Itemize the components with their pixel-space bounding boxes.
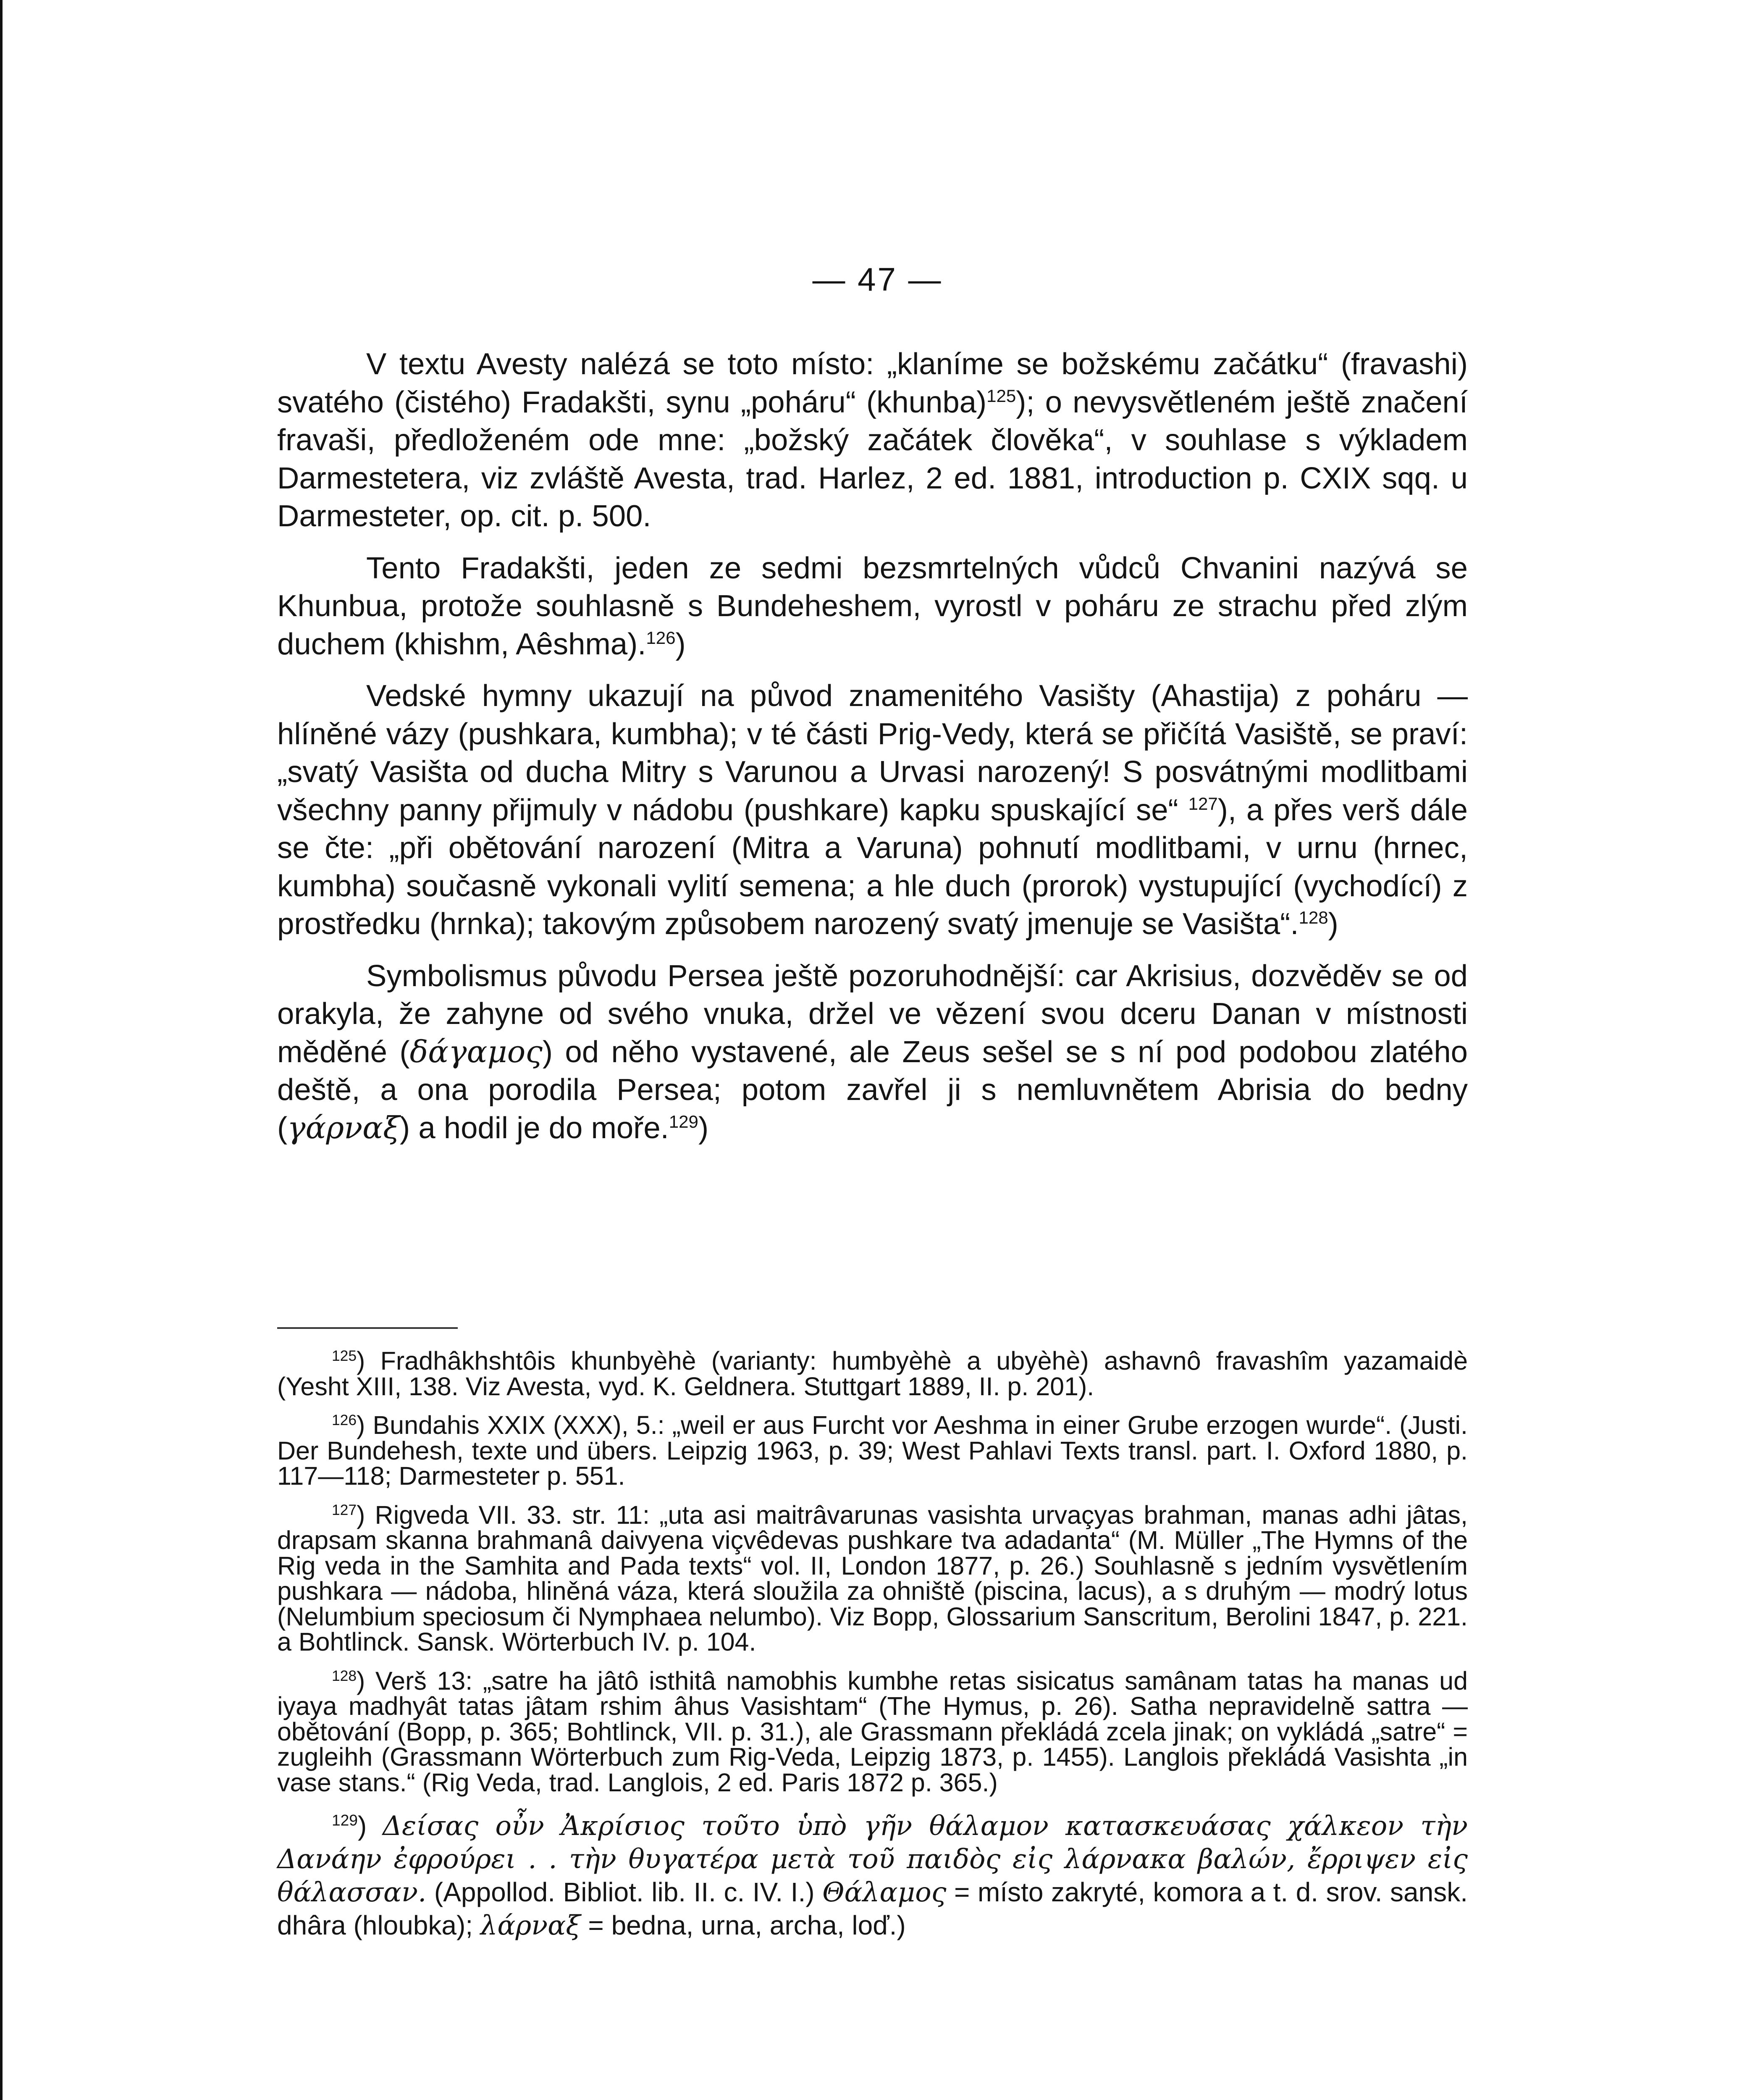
- footnote-ref-127[interactable]: 127: [1188, 793, 1218, 814]
- paragraph-3-text-mid: , a přes verš dále se čte: „při obětování narození (Mitra a Varuna) pohnutí modlitbami, v urnu (hrnec, kumbha) současně vykonali vylití semena; a hle duch (prorok) vystupující (vychodící) z prostředku (hrnka); takovým způsobem narozený svatý jmenuje se Vasišta“.: [277, 793, 1468, 941]
- footnote-number: 125: [332, 1347, 357, 1364]
- page-number: — 47 —: [812, 261, 943, 298]
- footnote-127: $^{127}$) Rigveda VII. 33. str. 11: „uta asi maitrâvarunas vasishta urvaçyas brahman, manas adhi jâtas, drapsam skanna brahmanâ daivyena viçvêdevas pushkare tva adadanta“ (M. Müller „The Hymns of the Rig veda in the Samhita and Pada texts“ vol. II, London 1877, p. 26.) Souhlasně s jedním vysvětlením pushkara — nádoba, hliněná váza, která sloužila za ohniště (piscina, lacus), a s druhým — modrý lotus (Nelumbium speciosum či Nymphaea nelumbo). Viz Bopp, Glossarium Sanscritum, Berolini 1847, p. 221. a Bohtlinck. Sansk. Wörterbuch IV. p. 104.: [277, 1500, 1468, 1656]
- footnote-129: $^{129}$) Δείσας οὖν Ἀκρίσιος τοῦτο ὑπὸ γῆν θάλαμον κατασκευάσας χάλκεον τὴν Δανάην ἐφρούρει . . τὴν θυγατέρα μετὰ τοῦ παιδὸς εἰς λάρνακα βαλών, ἔρριψεν εἰς θάλασσαν. (Appollod. Bibliot. lib. II. c. IV. I.) Θάλαμος = místo zakryté, komora a t. d. srov. sansk. dhâra (hloubka); λάρναξ = bedna, urna, archa, loď.): [277, 1811, 1468, 1941]
- paragraph-4-text-c: ) a hodil je do moře.: [400, 1110, 669, 1145]
- greek-word-garnax: γάρναξ: [287, 1110, 400, 1146]
- footnote-number: 128: [332, 1667, 357, 1684]
- greek-word-thalamos: Θάλαμος: [822, 1877, 947, 1908]
- paragraph-2: Tento Fradakšti, jeden ze sedmi bezsmrtelných vůdců Chvanini nazývá se Khunbua, protože souhlasně s Bundeheshem, vyrostl v poháru ze strachu před zlým duchem (khishm, Aêshma).$^{126}$): [277, 551, 1468, 661]
- footnote-ref-128[interactable]: 128: [1299, 907, 1328, 927]
- scan-edge: [0, 0, 3, 2100]
- paragraph-4-text-a: Symbolismus původu Persea ještě pozoruhodnější: car Akrisius, dozvěděv se od orakyla, že zahyne od svého vnuka, držel ve vězení svou dceru Danan v místnosti měděné (: [277, 958, 1468, 1069]
- footnote-number: 127: [332, 1502, 357, 1518]
- footnote-128-text: Verš 13: „satre ha jâtô isthitâ namobhis kumbhe retas sisicatus samânam tatas ha manas ud iyaya madhyât tatas jâtam rshim âhus Vasishtam“ (The Hymus, p. 26). Satha nepravidelně sattra — obětování (Bopp, p. 365; Bohtlinck, VII. p. 31.), ale Grassmann překládá zcela jinak; on vykládá „satre“ = zugleihh (Grassmann Wörterbuch zum Rig-Veda, Leipzig 1873, p. 1455). Langlois překládá Vasishta „in vase stans.“ (Rig Veda, trad. Langlois, 2 ed. Paris 1872 p. 365.): [277, 1666, 1468, 1797]
- paragraph-2-text: Tento Fradakšti, jeden ze sedmi bezsmrtelných vůdců Chvanini nazývá se Khunbua, protože souhlasně s Bundeheshem, vyrostl v poháru ze strachu před zlým duchem (khishm, Aêshma).: [277, 551, 1468, 661]
- footnote-129-greek-quote: Δείσας οὖν Ἀκρίσιος τοῦτο ὑπὸ γῆν θάλαμον κατασκευάσας χάλκεον τὴν Δανάην ἐφρούρει . . τὴν θυγατέρα μετὰ τοῦ παιδὸς εἰς λάρνακα βαλών, ἔρριψεν εἰς θάλασσαν.: [277, 1811, 1468, 1908]
- greek-word-dagamos: δάγαμος: [409, 1034, 543, 1070]
- greek-word-larnax: λάρναξ: [480, 1910, 581, 1941]
- paragraph-4: Symbolismus původu Persea ještě pozoruhodnější: car Akrisius, dozvěděv se od orakyla, že zahyne od svého vnuka, držel ve vězení svou dceru Danan v místnosti měděné (δάγαμος) od něho vystavené, ale Zeus sešel se s ní pod podobou zlatého deště, a ona porodila Persea; potom zavřel ji s nemluvnětem Abrisia do bedny (γάρναξ) a hodil je do moře.$^{129}$): [277, 958, 1468, 1146]
- footnote-divider: [277, 1327, 458, 1329]
- paragraph-1: V textu Avesty nalézá se toto místo: „klaníme se božskému začátku“ (fravashi) svatého (čistého) Fradakšti, synu „poháru“ (khunba)$^{125}$); o nevysvětleném ještě značení fravaši, předloženém ode mne: „božský začátek člověka“, v souhlase s výkladem Darmestetera, viz zvláště Avesta, trad. Harlez, 2 ed. 1881, introduction p. CXIX sqq. u Darmesteter, op. cit. p. 500.: [277, 347, 1468, 533]
- footnote-126-text: Bundahis XXIX (XXX), 5.: „weil er aus Furcht vor Aeshma in einer Grube erzogen wurde“. (Justi. Der Bundehesh, texte und übers. Leipzig 1963, p. 39; West Pahlavi Texts transl. part. I. Oxford 1880, p. 117—118; Darmesteter p. 551.: [277, 1411, 1468, 1490]
- paragraph-4-text-b: ) od něho vystavené, ale Zeus sešel se s ní pod podobou zlatého deště, a ona porodila Persea; potom zavřel ji s nemluvnětem Abrisia do bedny (: [277, 1034, 1468, 1145]
- footnote-125-text: Fradhâkhshtôis khunbyèhè (varianty: humbyèhè a ubyèhè) ashavnô fravashîm yazamaidè (Yesht XIII, 138. Viz Avesta, vyd. K. Geldnera. Stuttgart 1889, II. p. 201).: [277, 1347, 1468, 1401]
- main-text: [277, 345, 1468, 1161]
- paragraph-1-text-end: ; o nevysvětleném ještě značení fravaši, předloženém ode mne: „božský začátek člověka“, v souhlase s výkladem Darmestetera, viz zvláště Avesta, trad. Harlez, 2 ed. 1881, introduction p. CXIX sqq. u Darmesteter, op. cit. p. 500.: [277, 385, 1468, 533]
- paragraph-1-text: V textu Avesty nalézá se toto místo: „klaníme se božskému začátku“ (fravashi) svatého (čistého) Fradakšti, synu „poháru“ (khunba): [277, 347, 1468, 419]
- footnote-125: $^{125}$) Fradhâkhshtôis khunbyèhè (varianty: humbyèhè a ubyèhè) ashavnô fravashîm yazamaidè (Yesht XIII, 138. Viz Avesta, vyd. K. Geldnera. Stuttgart 1889, II. p. 201).: [277, 1347, 1468, 1401]
- footnote-126: $^{126}$) Bundahis XXIX (XXX), 5.: „weil er aus Furcht vor Aeshma in einer Grube erzogen wurde“. (Justi. Der Bundehesh, texte und übers. Leipzig 1963, p. 39; West Pahlavi Texts transl. part. I. Oxford 1880, p. 117—118; Darmesteter p. 551.: [277, 1411, 1468, 1490]
- footnote-number: 126: [332, 1412, 357, 1428]
- footnote-128: $^{128}$) Verš 13: „satre ha jâtô isthitâ namobhis kumbhe retas sisicatus samânam tatas ha manas ud iyaya madhyât tatas jâtam rshim âhus Vasishtam“ (The Hymus, p. 26). Satha nepravidelně sattra — obětování (Bopp, p. 365; Bohtlinck, VII. p. 31.), ale Grassmann překládá zcela jinak; on vykládá „satre“ = zugleihh (Grassmann Wörterbuch zum Rig-Veda, Leipzig 1873, p. 1455). Langlois překládá Vasishta „in vase stans.“ (Rig Veda, trad. Langlois, 2 ed. Paris 1872 p. 365.): [277, 1666, 1468, 1797]
- footnote-129-text-b: = místo zakryté, komora a t. d. srov. sansk. dhâra (hloubka);: [277, 1877, 1468, 1940]
- footnote-ref-126[interactable]: 126: [646, 627, 676, 648]
- paragraph-3-text: Vedské hymny ukazují na původ znamenitého Vasišty (Ahastija) z poháru — hlíněné vázy (pushkara, kumbha); v té části Prig-Vedy, která se přičítá Vasiště, se praví: „svatý Vasišta od ducha Mitry s Varunou a Urvasi narozený! S posvátnými modlitbami všechny panny přijmuly v nádobu (pushkare) kapku spuskající se“: [277, 679, 1468, 827]
- footnote-127-text: Rigveda VII. 33. str. 11: „uta asi maitrâvarunas vasishta urvaçyas brahman, manas adhi jâtas, drapsam skanna brahmanâ daivyena viçvêdevas pushkare tva adadanta“ (M. Müller „The Hymns of the Rig veda in the Samhita and Pada texts“ vol. II, London 1877, p. 26.) Souhlasně s jedním vysvětlením pushkara — nádoba, hliněná váza, která sloužila za ohniště (piscina, lacus), a s druhým — modrý lotus (Nelumbium speciosum či Nymphaea nelumbo). Viz Bopp, Glossarium Sanscritum, Berolini 1847, p. 221. a Bohtlinck. Sansk. Wörterbuch IV. p. 104.: [277, 1500, 1468, 1656]
- footnote-ref-125[interactable]: 125: [986, 386, 1016, 406]
- footnote-number: 129: [332, 1811, 358, 1829]
- footnote-129-text-c: = bedna, urna, archa, loď.): [580, 1910, 906, 1940]
- footnotes: [277, 1348, 1468, 1956]
- footnote-ref-129[interactable]: 129: [669, 1111, 698, 1131]
- paragraph-3: Vedské hymny ukazují na původ znamenitého Vasišty (Ahastija) z poháru — hlíněné vázy (pushkara, kumbha); v té části Prig-Vedy, která se přičítá Vasiště, se praví: „svatý Vasišta od ducha Mitry s Varunou a Urvasi narozený! S posvátnými modlitbami všechny panny přijmuly v nádobu (pushkare) kapku spuskající se“ $^{127}$), a přes verš dále se čte: „při obětování narození (Mitra a Varuna) pohnutí modlitbami, v urnu (hrnec, kumbha) současně vykonali vylití semena; a hle duch (prorok) vystupující (vychodící) z prostředku (hrnka); takovým způsobem narozený svatý jmenuje se Vasišta“.$^{128}$): [277, 679, 1468, 941]
- footnote-129-text-a: (Appollod. Bibliot. lib. II. c. IV. I.): [426, 1877, 823, 1907]
